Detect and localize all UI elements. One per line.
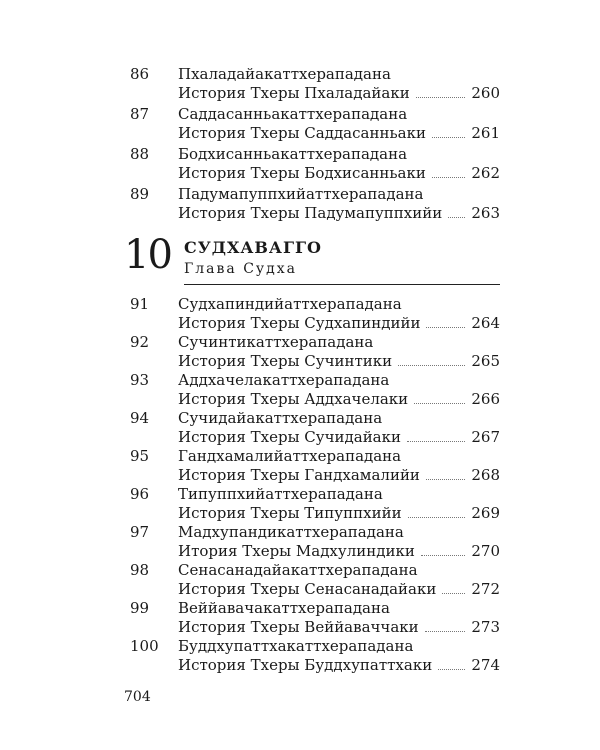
- entry-page: 260: [471, 84, 500, 102]
- entry-page: 266: [471, 390, 500, 408]
- entry-number: 92: [130, 333, 150, 351]
- entry-story: История Тхеры Сенасанадайаки: [178, 580, 437, 598]
- entry-number: 95: [130, 447, 150, 465]
- entry-number: 99: [130, 599, 150, 617]
- entry-subline: [178, 389, 500, 409]
- entry-title: Веййавачакаттхерападана: [178, 599, 390, 617]
- entry-page: 269: [471, 504, 500, 522]
- entry-story: История Тхеры Сучинтики: [178, 352, 393, 370]
- dot-leader: [426, 478, 465, 480]
- entry-story: История Тхеры Сучидайаки: [178, 428, 402, 446]
- entry-title: Падумапуппхийаттхерападана: [178, 185, 424, 203]
- dot-leader: [448, 216, 465, 218]
- entry-number: 86: [130, 65, 150, 83]
- entry-title: Пхаладайакаттхерападана: [178, 65, 391, 83]
- entry-subline: [178, 313, 500, 333]
- chapter-number: 10: [124, 232, 171, 278]
- entry-subline: [178, 617, 500, 637]
- dot-leader: [426, 326, 465, 328]
- entry-page: 274: [471, 656, 500, 674]
- entry-story: Итория Тхеры Мадхулиндики: [178, 542, 415, 560]
- entry-number: 88: [130, 145, 150, 163]
- entry-story: История Тхеры Саддасанньаки: [178, 124, 426, 142]
- entry-number: 93: [130, 371, 150, 389]
- entry-subline: [178, 465, 500, 485]
- entry-number: 91: [130, 295, 150, 313]
- entry-number: 100: [130, 637, 159, 655]
- entry-story: История Тхеры Веййаваччаки: [178, 618, 419, 636]
- entry-page: 265: [471, 352, 500, 370]
- entry-title: Сенасанадайакаттхерападана: [178, 561, 418, 579]
- entry-page: 263: [471, 204, 500, 222]
- entry-subline: [178, 351, 500, 371]
- entry-title: Саддасанньакаттхерападана: [178, 105, 408, 123]
- entry-story: История Тхеры Судхапиндийи: [178, 314, 421, 332]
- entry-subline: [178, 123, 500, 143]
- entry-page: 267: [471, 428, 500, 446]
- dot-leader: [407, 440, 465, 442]
- entry-story: История Тхеры Гандхамалийи: [178, 466, 420, 484]
- entry-page: 270: [471, 542, 500, 560]
- entry-title: Буддхупаттхакаттхерападана: [178, 637, 414, 655]
- entry-subline: [178, 541, 500, 561]
- entry-story: История Тхеры Падумапуппхийи: [178, 204, 443, 222]
- entry-subline: [178, 203, 500, 223]
- entry-subline: [178, 503, 500, 523]
- entry-page: 272: [471, 580, 500, 598]
- chapter-title: СУДХАВАГГО: [184, 238, 322, 257]
- entry-number: 98: [130, 561, 150, 579]
- dot-leader: [421, 554, 466, 556]
- dot-leader: [442, 592, 465, 594]
- chapter-heading: [124, 232, 500, 288]
- dot-leader: [408, 516, 466, 518]
- entry-number: 87: [130, 105, 150, 123]
- entry-story: История Тхеры Пхаладайаки: [178, 84, 410, 102]
- entry-number: 97: [130, 523, 150, 541]
- entry-subline: [178, 427, 500, 447]
- chapter-divider: [184, 284, 500, 285]
- dot-leader: [416, 96, 466, 98]
- dot-leader: [425, 630, 466, 632]
- entry-title: Типуппхийаттхерападана: [178, 485, 383, 503]
- entry-number: 96: [130, 485, 150, 503]
- dot-leader: [432, 136, 465, 138]
- entry-story: История Тхеры Бодхисанньаки: [178, 164, 426, 182]
- entry-title: Сучидайакаттхерападана: [178, 409, 383, 427]
- entry-page: 268: [471, 466, 500, 484]
- entry-title: Аддхачелакаттхерападана: [178, 371, 390, 389]
- entry-story: История Тхеры Аддхачелаки: [178, 390, 409, 408]
- entry-number: 94: [130, 409, 150, 427]
- entry-subline: [178, 163, 500, 183]
- entry-title: Судхапиндийаттхерападана: [178, 295, 402, 313]
- entry-subline: [178, 579, 500, 599]
- chapter-subtitle: Глава Судха: [184, 261, 297, 277]
- entry-page: 264: [471, 314, 500, 332]
- dot-leader: [432, 176, 466, 178]
- entry-number: 89: [130, 185, 150, 203]
- entry-title: Гандхамалийаттхерападана: [178, 447, 402, 465]
- entry-subline: [178, 83, 500, 103]
- page-number: 704: [124, 689, 151, 705]
- entry-page: 261: [471, 124, 500, 142]
- dot-leader: [438, 668, 465, 670]
- entry-page: 262: [471, 164, 500, 182]
- entry-page: 273: [471, 618, 500, 636]
- entry-subline: [178, 655, 500, 675]
- dot-leader: [414, 402, 465, 404]
- dot-leader: [398, 364, 465, 366]
- entry-title: Сучинтикаттхерападана: [178, 333, 374, 351]
- entry-story: История Тхеры Типуппхийи: [178, 504, 402, 522]
- entry-title: Мадхупандикаттхерападана: [178, 523, 404, 541]
- entry-title: Бодхисанньакаттхерападана: [178, 145, 408, 163]
- entry-story: История Тхеры Буддхупаттхаки: [178, 656, 433, 674]
